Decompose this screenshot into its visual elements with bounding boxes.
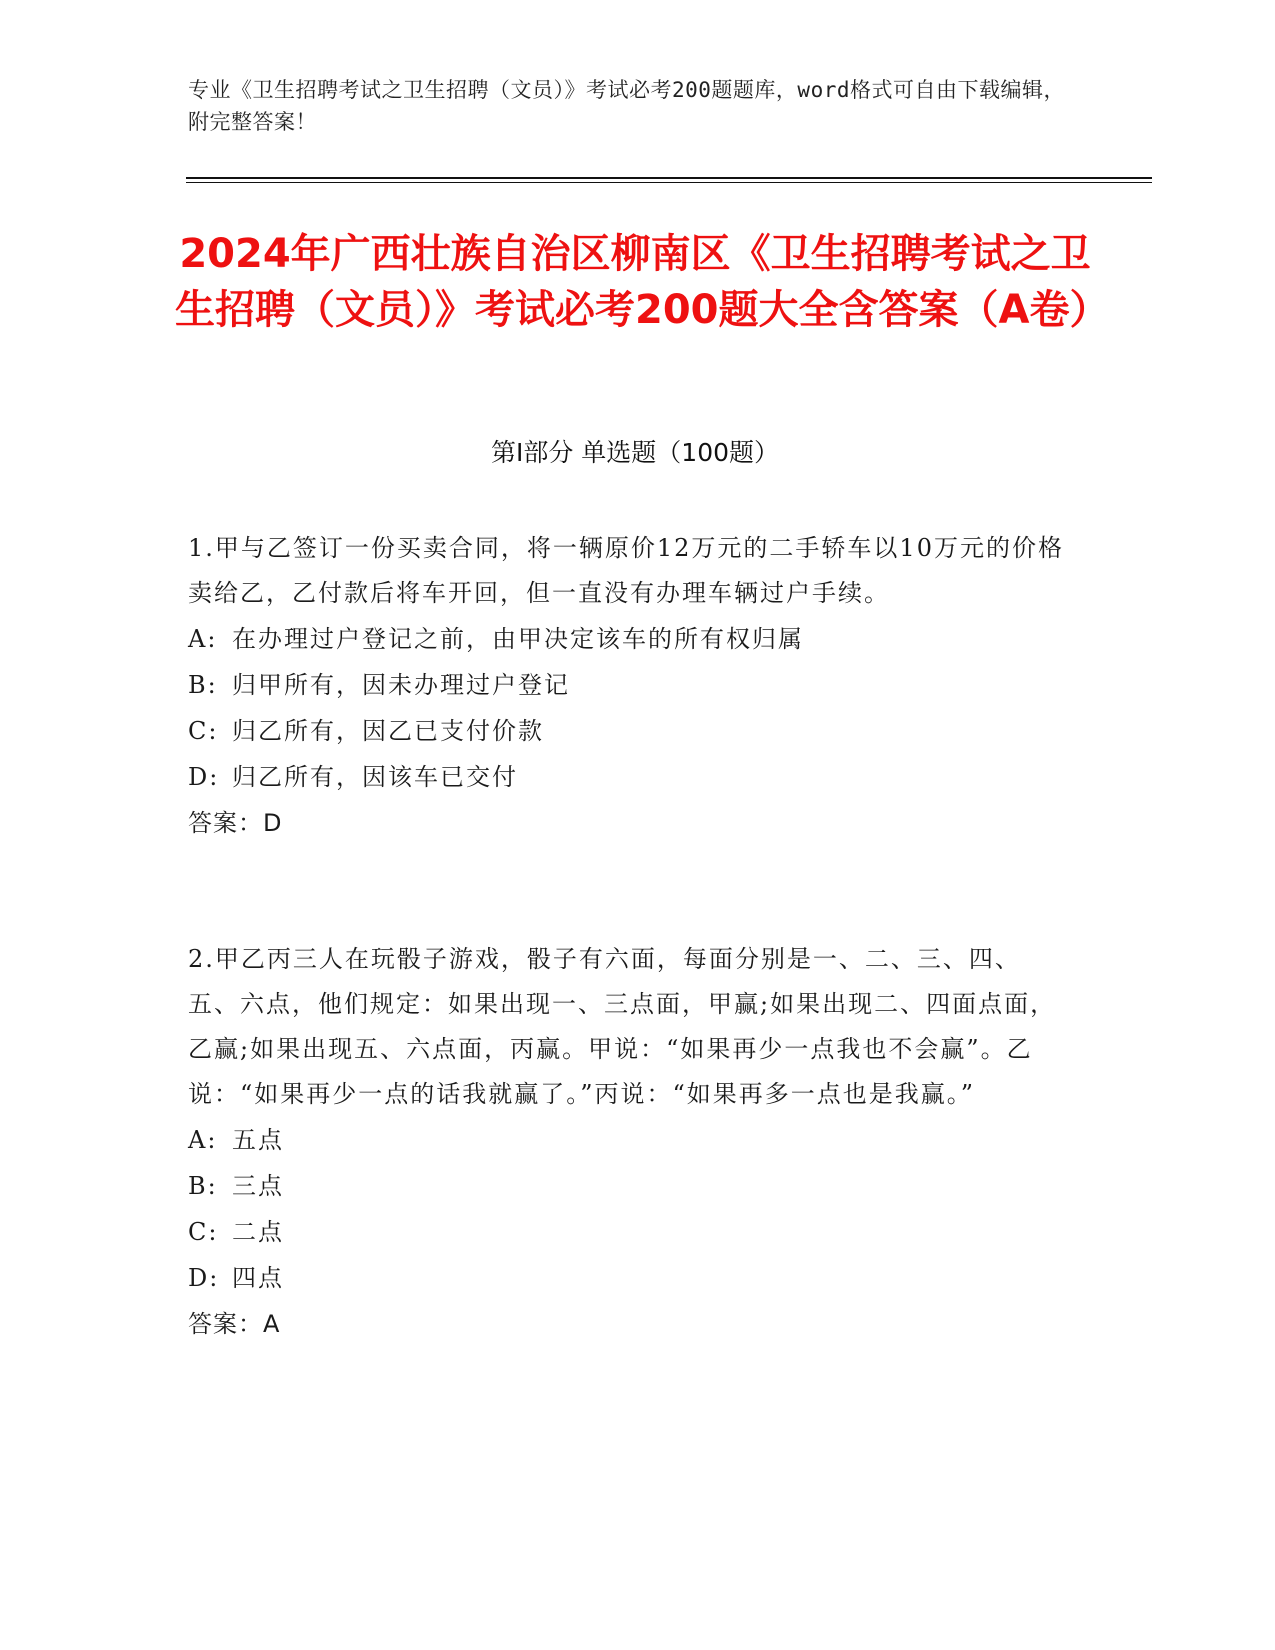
option-a: [188, 616, 1068, 662]
option-b: [188, 1163, 1068, 1209]
option-key: B:: [188, 671, 218, 699]
option-key: B:: [188, 1172, 218, 1200]
option-key: D:: [188, 1264, 220, 1292]
question-stem: 2.甲乙丙三人在玩骰子游戏，骰子有六面，每面分别是一、二、三、四、五、六点，他们规定：如果出现一、三点面，甲赢;如果出现二、四面点面，乙赢;如果出现五、六点面，丙赢。甲说：“如果再少一点我也不会赢”。乙说：“如果再少一点的话我就赢了。”丙说：“如果再多一点也是我赢。”: [188, 945, 1057, 1108]
header-divider-thick: [186, 177, 1152, 179]
option-text: 五点: [232, 1126, 284, 1154]
option-text: 归乙所有，因乙已支付价款: [232, 717, 544, 745]
question-1: [188, 526, 1068, 846]
header-note: 专业《卫生招聘考试之卫生招聘（文员）》考试必考200题题库，word格式可自由下载编辑，附完整答案！: [188, 78, 1065, 134]
option-d: [188, 754, 1068, 800]
option-key: A:: [188, 625, 218, 653]
option-text: 三点: [232, 1172, 284, 1200]
option-text: 二点: [232, 1218, 284, 1246]
option-key: C:: [188, 1218, 219, 1246]
header-divider-thin: [186, 182, 1152, 183]
option-key: C:: [188, 717, 219, 745]
answer-line: 答案：A: [188, 1310, 281, 1338]
question-2: [188, 937, 1068, 1347]
question-stem: 1.甲与乙签订一份买卖合同，将一辆原价12万元的二手轿车以10万元的价格卖给乙，乙付款后将车开回，但一直没有办理车辆过户手续。: [188, 534, 1064, 607]
section-title: 第I部分 单选题（100题）: [490, 438, 780, 467]
option-text: 归甲所有，因未办理过户登记: [232, 671, 570, 699]
option-key: D:: [188, 763, 220, 791]
option-c: [188, 708, 1068, 754]
option-text: 归乙所有，因该车已交付: [232, 763, 518, 791]
option-b: [188, 662, 1068, 708]
option-a: [188, 1117, 1068, 1163]
option-d: [188, 1255, 1068, 1301]
option-c: [188, 1209, 1068, 1255]
option-text: 在办理过户登记之前，由甲决定该车的所有权归属: [232, 625, 804, 653]
document-title: 2024年广西壮族自治区柳南区《卫生招聘考试之卫生招聘（文员）》考试必考200题大全含答案（A卷）: [175, 231, 1110, 333]
answer-line: 答案：D: [188, 809, 283, 837]
option-key: A:: [188, 1126, 218, 1154]
option-text: 四点: [232, 1264, 284, 1292]
